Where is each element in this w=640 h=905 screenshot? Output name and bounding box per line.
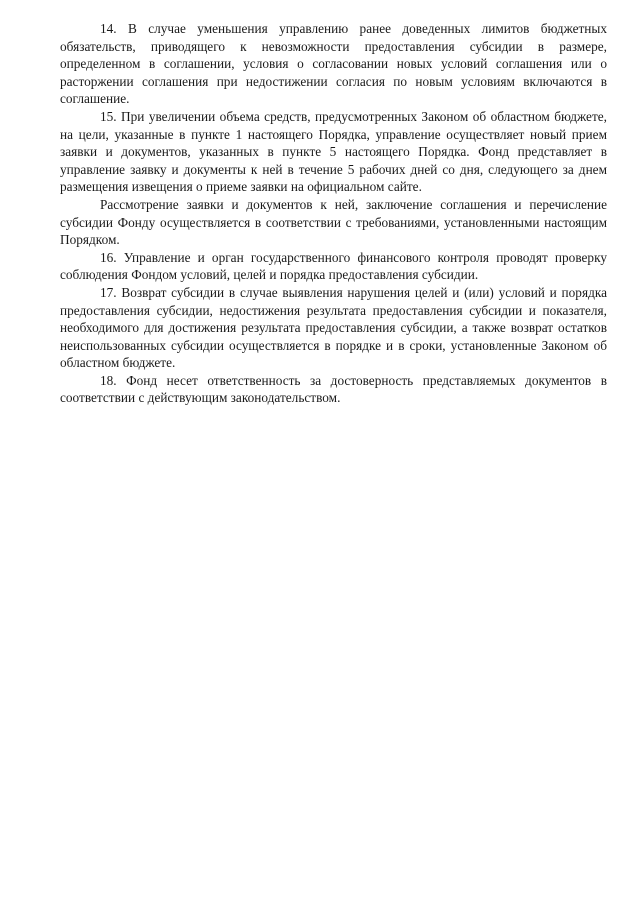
paragraph-17: 17. Возврат субсидии в случае выявления нарушения целей и (или) условий и порядка предоставления субсидии, недостижения результата предоставления субсидии и показателя, необходимого для достижения результата предоставления субсидии, а также возврат остатков неиспользованных субсидии осуществляется в порядке и в сроки, установленные Законом об областном бюджете. <box>60 284 607 371</box>
paragraph-15-continuation: Рассмотрение заявки и документов к ней, заключение соглашения и перечисление субсидии Фонду осуществляется в соответствии с требованиями, установленными настоящим Порядком. <box>60 196 607 248</box>
paragraph-15: 15. При увеличении объема средств, предусмотренных Законом об областном бюджете, на цели, указанные в пункте 1 настоящего Порядка, управление осуществляет новый прием заявки и документов, указанных в пункте 5 настоящего Порядка. Фонд представляет в управление заявку и документы к ней в течение 5 рабочих дней со дня, следующего за днем размещения извещения о приеме заявки на официальном сайте. <box>60 108 607 195</box>
paragraph-14: 14. В случае уменьшения управлению ранее доведенных лимитов бюджетных обязательств, приводящего к невозможности предоставления субсидии в размере, определенном в соглашении, условия о согласовании новых условий соглашения или о расторжении соглашения при недостижении согласия по новым условиям включаются в соглашение. <box>60 21 607 107</box>
paragraph-16: 16. Управление и орган государственного финансового контроля проводят проверку соблюдения Фондом условий, целей и порядка предоставления субсидии. <box>60 249 607 283</box>
paragraph-18: 18. Фонд несет ответственность за достоверность представляемых документов в соответствии с действующим законодательством. <box>60 372 607 406</box>
